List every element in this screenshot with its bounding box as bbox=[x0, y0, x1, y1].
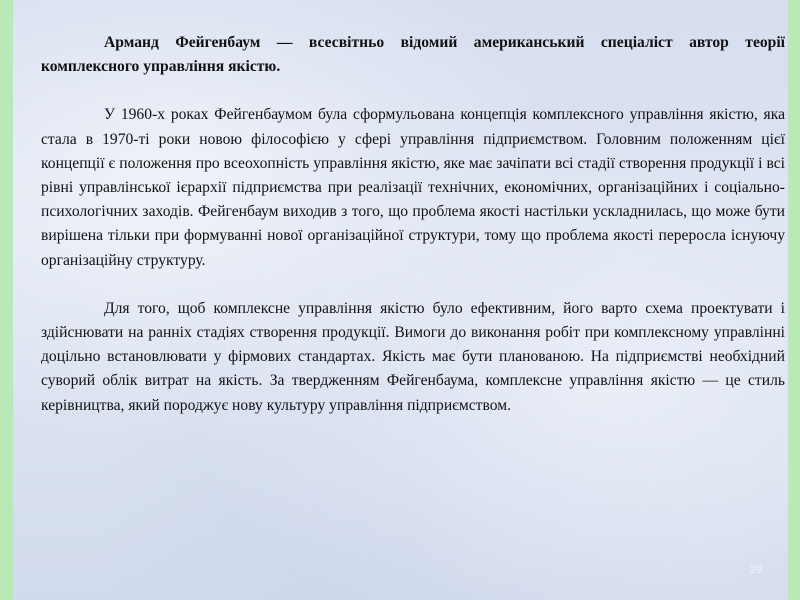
slide-canvas bbox=[13, 0, 788, 600]
left-green-bar bbox=[0, 0, 13, 600]
body-paragraph-1: У 1960-х роках Фейгенбаумом була сформульована концепція комплексного управління якістю, яка стала в 1970-ті роки новою філософією у сфері управління підприємством. Головним положенням цієї концепції є положення про всеохопність управління якістю, яке має зачіпати всі стадії створення продукції і всі рівні управлінської ієрархії підприємства при реалізації технічних, економічних, організаційних і соціально-психологічних заходів. Фейгенбаум виходив з того, що проблема якості настільки ускладнилась, що може бути вирішена тільки при формуванні нової організаційної структури, тому що проблема якості переросла існуючу організаційну структуру. bbox=[41, 106, 785, 269]
right-green-bar bbox=[788, 0, 800, 600]
body-paragraph-2: Для того, щоб комплексне управління якістю було ефективним, його варто схема проектувати і здійснювати на ранніх стадіях створення продукції. Вимоги до виконання робіт при комплексному управлінні доцільно встановлювати у фірмових стандартах. Якість має бути планованою. На підприємстві необхідний суворий облік витрат на якість. За твердженням Фейгенбаума, комплексне управління якістю — це стиль керівництва, який породжує нову культуру управління підприємством. bbox=[41, 299, 785, 414]
title-paragraph: Арманд Фейгенбаум — всесвітньо відомий американський спеціаліст автор теорії комплексного управління якістю. bbox=[41, 34, 785, 76]
paragraph-spacer bbox=[41, 273, 785, 297]
page-number: 29 bbox=[750, 564, 763, 576]
paragraph-spacer bbox=[41, 79, 785, 103]
slide-text-block bbox=[41, 31, 785, 418]
